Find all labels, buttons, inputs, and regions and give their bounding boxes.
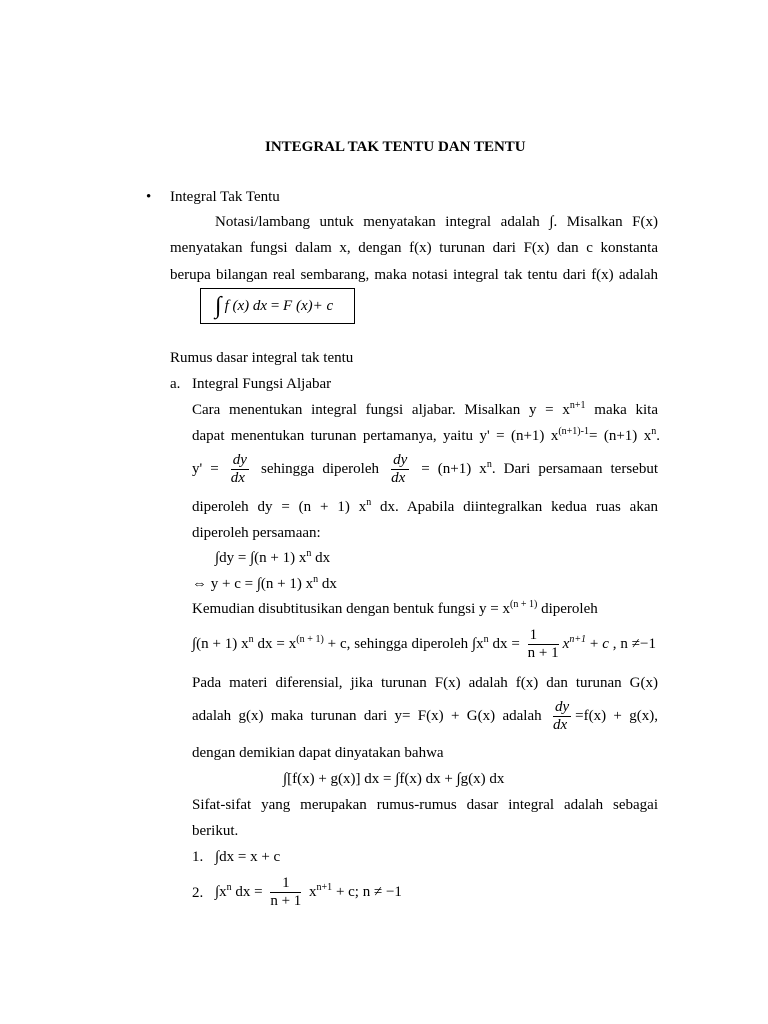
body-line-2 — [192, 427, 660, 447]
property-2-formula — [215, 875, 402, 910]
body-line-14: Sifat-sifat yang merupakan rumus-rumus dasar integral adalah sebagai — [192, 797, 658, 813]
section-bullet: • — [146, 189, 152, 205]
body-line-1 — [192, 401, 658, 421]
line-6-text: ∫dy = ∫(n + 1) x — [215, 550, 307, 566]
line-2-text-end: . — [656, 428, 660, 444]
line-9-superscript-4: n+1 — [569, 633, 587, 645]
property-2-text-end: + c; n ≠ −1 — [332, 883, 402, 900]
line-9-superscript-3: n — [483, 633, 489, 645]
body-line-4 — [192, 498, 658, 518]
line-3-superscript: n — [486, 458, 492, 470]
dy-dx-fraction-3 — [553, 699, 571, 734]
line-2-superscript-2: n — [651, 426, 657, 437]
fraction-numerator: dy — [393, 452, 408, 468]
fraction-denominator: dx — [552, 717, 568, 733]
rumus-heading: Rumus dasar integral tak tentu — [170, 350, 354, 366]
fraction-denominator: dx — [391, 470, 406, 486]
line-4-superscript: n — [366, 497, 372, 508]
integral-sign: ∫ — [215, 293, 222, 319]
section-heading: Integral Tak Tentu — [170, 189, 280, 205]
line-9-superscript-1: n — [248, 633, 254, 645]
line-1-superscript: n+1 — [569, 400, 586, 411]
sum-rule-equation: ∫[f(x) + g(x)] dx = ∫f(x) dx + ∫g(x) dx — [283, 771, 505, 787]
line-6-superscript: n — [306, 548, 312, 559]
property-2-superscript-2: n+1 — [316, 881, 333, 893]
line-2-text-mid: = (n+1) x — [588, 428, 652, 444]
property-2-text-b: dx = — [231, 883, 267, 900]
property-1-formula: ∫dx = x + c — [215, 849, 281, 865]
subsection-marker: a. — [170, 376, 181, 392]
line-4-text: diperoleh dy = (n + 1) x — [192, 499, 367, 515]
subsection-heading: Integral Fungsi Aljabar — [192, 376, 332, 392]
property-2-text: ∫x — [215, 883, 227, 900]
formula-equals: = — [267, 297, 284, 314]
line-7-superscript: n — [313, 574, 319, 585]
intro-line-2: menyatakan fungsi dalam x, dengan f(x) turunan dari F(x) dan c konstanta — [170, 240, 658, 256]
line-6-text-end: dx — [311, 550, 331, 566]
line-8-text-end: diperoleh — [537, 601, 598, 617]
formula-lhs: f (x) dx — [224, 297, 268, 314]
line-9-text-b: dx = x — [253, 635, 297, 652]
dy-dx-fraction-2 — [391, 452, 409, 487]
line-8-text: Kemudian disubtitusikan dengan bentuk fungsi y = x — [192, 601, 511, 617]
line-3-text-end: . Dari persamaan tersebut — [491, 460, 658, 477]
line-8-superscript: (n + 1) — [510, 599, 538, 610]
line-9-text-end: , n ≠−1 — [608, 635, 656, 652]
line-1-text: Cara menentukan integral fungsi aljabar. Misalkan y = x — [192, 402, 570, 418]
equation-line-6 — [215, 549, 330, 569]
line-11-text-end: =f(x) + g(x), — [575, 707, 658, 724]
fraction-denominator: dx — [230, 470, 245, 486]
intro-line-1: Notasi/lambang untuk menyatakan integral adalah ∫. Misalkan F(x) — [215, 214, 658, 230]
line-1-text-end: maka kita — [585, 402, 658, 418]
one-over-n-plus-one-fraction — [270, 875, 301, 910]
line-7-text: ⇔ y + c = ∫(n + 1) x — [192, 576, 314, 592]
formula-rhs: F (x)+ c — [283, 297, 334, 314]
body-line-3 — [192, 452, 658, 487]
line-9-text-c: + c, sehingga diperoleh ∫x — [323, 635, 484, 652]
one-over-n-plus-one-fraction — [528, 627, 559, 662]
line-3-text-after: = (n+1) x — [413, 460, 487, 477]
line-3-text-mid: sehingga diperoleh — [252, 460, 388, 477]
fraction-numerator: dy — [232, 452, 247, 468]
equation-line-7 — [192, 575, 337, 595]
line-4-text-end: dx. Apabila diintegralkan kedua ruas akan — [371, 499, 658, 515]
line-9-superscript-2: (n + 1) — [296, 633, 324, 645]
boxed-integral-formula — [200, 288, 355, 324]
intro-line-3: berupa bilangan real sembarang, maka notasi integral tak tentu dari f(x) adalah — [170, 267, 658, 283]
line-9-text-d: dx = — [488, 635, 524, 652]
property-2-marker: 2. — [192, 885, 204, 901]
dy-dx-fraction-1 — [231, 452, 249, 487]
body-line-8 — [192, 600, 598, 620]
property-1-marker: 1. — [192, 849, 204, 865]
body-line-12: dengan demikian dapat dinyatakan bahwa — [192, 745, 444, 761]
line-2-text: dapat menentukan turunan pertamanya, yaitu y' = (n+1) x — [192, 428, 559, 444]
line-3-text: y' = — [192, 460, 227, 477]
line-9-constant-c: c — [602, 635, 609, 652]
body-line-5: diperoleh persamaan: — [192, 525, 321, 541]
body-line-15: berikut. — [192, 823, 239, 839]
fraction-numerator: 1 — [528, 627, 559, 645]
body-line-10: Pada materi diferensial, jika turunan F(x) adalah f(x) dan turunan G(x) — [192, 675, 658, 691]
fraction-numerator: 1 — [270, 875, 301, 893]
line-11-text: adalah g(x) maka turunan dari y= F(x) + G(x) adalah — [192, 707, 549, 724]
line-7-text-end: dx — [318, 576, 337, 592]
property-2-text-c: x — [305, 883, 317, 900]
line-2-superscript-1: (n+1)-1 — [558, 426, 589, 437]
fraction-denominator: n + 1 — [527, 645, 559, 661]
body-line-9 — [192, 627, 656, 662]
line-9-variable-x: x — [562, 635, 570, 652]
fraction-numerator: dy — [554, 699, 570, 715]
body-line-11 — [192, 699, 658, 734]
page-title: INTEGRAL TAK TENTU DAN TENTU — [265, 139, 526, 155]
line-9-plus: + — [586, 635, 603, 652]
property-2-superscript: n — [226, 881, 232, 893]
fraction-denominator: n + 1 — [270, 893, 302, 909]
line-9-text: ∫(n + 1) x — [192, 635, 249, 652]
